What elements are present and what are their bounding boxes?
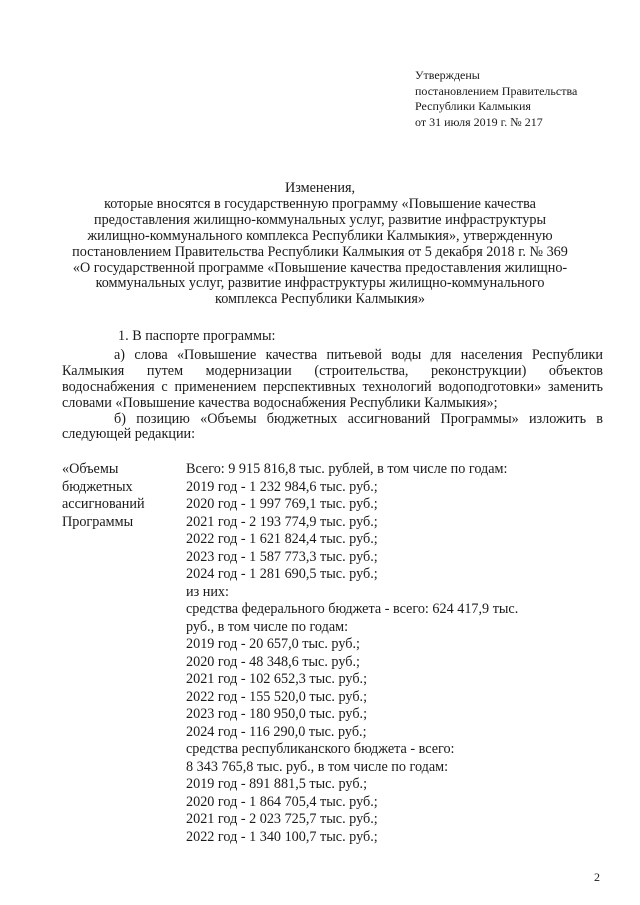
budget-line: из них: [186,583,229,600]
budget-line: 2021 год - 2 023 725,7 тыс. руб.; [186,811,378,827]
budget-line: 2021 год - 2 193 774,9 тыс. руб.; [186,513,378,530]
budget-line: 2020 год - 1 864 705,4 тыс. руб.; [186,793,378,810]
budget-line: 2024 год - 1 281 690,5 тыс. руб.; [186,566,378,582]
budget-line: 2023 год - 1 587 773,3 тыс. руб.; [186,548,378,565]
budget-line: 2020 год - 48 348,6 тыс. руб.; [186,653,360,670]
title-line: предоставления жилищно-коммунальных услуг, развитие инфраструктуры [93,211,547,228]
item-b-paragraph: б) позицию «Объемы бюджетных ассигнований Программы» изложить в следующей редакции: [62,410,603,443]
item-1-paragraph: 1. В паспорте программы: [118,328,276,344]
budget-line: средства федерального бюджета - всего: 624 417,9 тыс. [186,601,519,617]
left-cell-line: «Объемы [62,461,119,477]
budget-line: 2021 год - 102 652,3 тыс. руб.; [186,671,368,687]
budget-line: 8 343 765,8 тыс. руб., в том числе по годам: [186,758,449,775]
document-title [0,181,640,308]
document-body [62,329,603,443]
left-cell-line: бюджетных [62,478,133,495]
budget-line: средства республиканского бюджета - всего: [186,741,455,757]
budget-line: 2019 год - 891 881,5 тыс. руб.; [186,776,368,792]
approval-line: постановлением Правительства [415,83,578,98]
left-cell-line: ассигнований [62,496,145,512]
approval-line: от 31 июля 2019 г. № 217 [415,114,543,129]
budget-line: Всего: 9 915 816,8 тыс. рублей, в том числе по годам: [186,461,508,477]
title-line: которые вносятся в государственную программу «Повышение качества [104,195,536,212]
budget-line: 2022 год - 1 340 100,7 тыс. руб.; [186,828,378,845]
budget-line: 2022 год - 1 621 824,4 тыс. руб.; [186,531,378,547]
left-cell-line: Программы [62,513,134,530]
table-left-column [62,461,182,531]
budget-line: 2023 год - 180 950,0 тыс. руб.; [186,706,368,722]
table-right-column [186,461,603,846]
budget-line: 2019 год - 20 657,0 тыс. руб.; [186,636,360,652]
budget-line: 2024 год - 116 290,0 тыс. руб.; [186,723,367,740]
item-a-paragraph: а) слова «Повышение качества питьевой воды для населения Республики Калмыкия путем модернизации (строительства, реконструкции) объектов водоснабжения с применением перспективных технологий водоподготовки» заменить словами «Повышение качества водоснабжения Республики Калмыкия»; [62,346,603,411]
title-line: жилищно-коммунального комплекса Республики Калмыкия», утвержденную [87,227,553,244]
title-line: комплекса Республики Калмыкия» [215,291,425,308]
budget-line: руб., в том числе по годам: [186,618,349,635]
approval-line: Республики Калмыкия [415,99,531,113]
budget-line: 2022 год - 155 520,0 тыс. руб.; [186,688,368,705]
title-line: коммунальных услуг, развитие инфраструктуры жилищно-коммунального [95,275,545,292]
budget-line: 2020 год - 1 997 769,1 тыс. руб.; [186,496,378,512]
title-line: постановлением Правительства Республики Калмыкия от 5 декабря 2018 г. № 369 [72,243,568,260]
page-number: 2 [594,870,600,884]
approval-block [415,68,625,130]
approval-line: Утверждены [415,68,480,82]
budget-line: 2019 год - 1 232 984,6 тыс. руб.; [186,478,378,495]
title-line: «О государственной программе «Повышение качества предоставления жилищно- [72,259,568,276]
title-line: Изменения, [284,180,356,196]
